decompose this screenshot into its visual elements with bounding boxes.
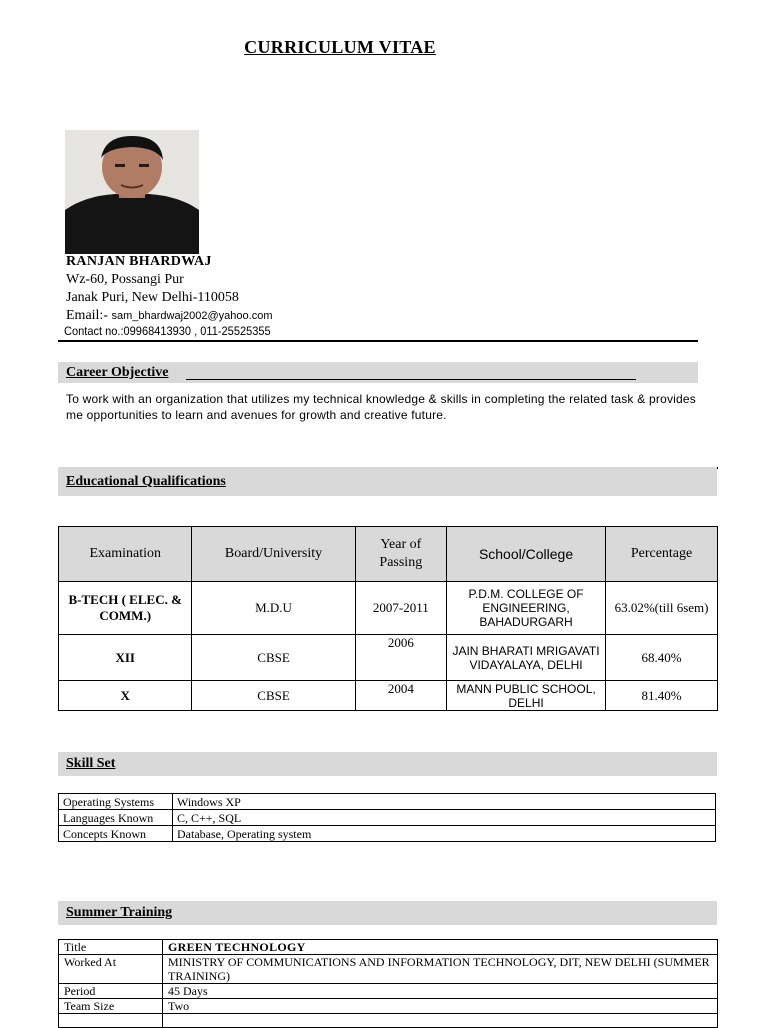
exam-cell: X [59, 681, 192, 711]
skill-label: Concepts Known [59, 826, 173, 842]
section-bar-education [58, 467, 717, 496]
career-objective-text: To work with an organization that utilizes my technical knowledge & skills in completing the related task & provides me opportunities to learn and avenues for growth and creative future. [66, 392, 696, 422]
email-row [66, 308, 272, 324]
school-cell: P.D.M. COLLEGE OF ENGINEERING, BAHADURGARH [446, 582, 605, 635]
training-label: Team Size [59, 999, 163, 1014]
skills-heading: Skill Set [66, 756, 116, 771]
col-examination: Examination [59, 527, 192, 582]
percentage-cell: 63.02%(till 6sem) [606, 582, 718, 635]
school-cell: MANN PUBLIC SCHOOL, DELHI [446, 681, 605, 711]
year-cell: 2007-2011 [355, 582, 446, 635]
board-cell: CBSE [192, 635, 355, 681]
training-value: GREEN TECHNOLOGY [163, 940, 718, 955]
table-row [59, 984, 718, 999]
training-table [58, 939, 718, 1028]
board-cell: M.D.U [192, 582, 355, 635]
training-label: Period [59, 984, 163, 999]
table-row [59, 681, 718, 711]
email-label: Email:- [66, 308, 108, 323]
table-row [59, 1014, 718, 1028]
table-row [59, 955, 718, 984]
exam-cell: B-TECH ( ELEC. & COMM.) [59, 582, 192, 635]
col-percentage: Percentage [606, 527, 718, 582]
table-row [59, 794, 716, 810]
address-line-2: Janak Puri, New Delhi-110058 [66, 290, 239, 305]
training-value: 45 Days [163, 984, 718, 999]
col-school: School/College [446, 527, 605, 582]
year-cell: 2004 [355, 681, 446, 711]
training-value-empty [163, 1014, 718, 1028]
table-row [59, 940, 718, 955]
col-board: Board/University [192, 527, 355, 582]
header-divider [58, 340, 698, 342]
contact-numbers: Contact no.:09968413930 , 011-25525355 [64, 324, 271, 338]
education-header-row [59, 527, 718, 582]
percentage-cell: 81.40% [606, 681, 718, 711]
table-row [59, 810, 716, 826]
document-title: CURRICULUM VITAE [244, 37, 436, 57]
school-cell: JAIN BHARATI MRIGAVATI VIDAYALAYA, DELHI [446, 635, 605, 681]
year-cell: 2006 [355, 635, 446, 681]
education-table [58, 526, 718, 711]
training-value: MINISTRY OF COMMUNICATIONS AND INFORMATION TECHNOLOGY, DIT, NEW DELHI (SUMMER TRAINING) [163, 955, 718, 984]
table-row [59, 999, 718, 1014]
address-line-1: Wz-60, Possangi Pur [66, 272, 184, 287]
email-address: sam_bhardwaj2002@yahoo.com [111, 310, 273, 322]
person-photo-icon [65, 130, 199, 254]
training-value: Two [163, 999, 718, 1014]
heading-underline [186, 379, 636, 380]
training-label: Worked At [59, 955, 163, 984]
table-row [59, 582, 718, 635]
table-row [59, 826, 716, 842]
section-bar-skills [58, 752, 717, 776]
career-heading: Career Objective [66, 365, 169, 380]
section-bar-career [58, 362, 698, 383]
table-row [59, 635, 718, 681]
percentage-cell: 68.40% [606, 635, 718, 681]
profile-photo [65, 130, 199, 254]
training-label: Title [59, 940, 163, 955]
training-label-empty [59, 1014, 163, 1028]
skill-value: C, C++, SQL [173, 810, 716, 826]
skill-value: Windows XP [173, 794, 716, 810]
skill-label: Operating Systems [59, 794, 173, 810]
education-heading: Educational Qualifications [66, 474, 226, 489]
col-year: Year of Passing [355, 527, 446, 582]
candidate-name: RANJAN BHARDWAJ [66, 254, 212, 269]
section-bar-training [58, 901, 717, 925]
skill-value: Database, Operating system [173, 826, 716, 842]
skill-label: Languages Known [59, 810, 173, 826]
skills-table [58, 793, 716, 842]
exam-cell: XII [59, 635, 192, 681]
training-heading: Summer Training [66, 905, 173, 920]
board-cell: CBSE [192, 681, 355, 711]
